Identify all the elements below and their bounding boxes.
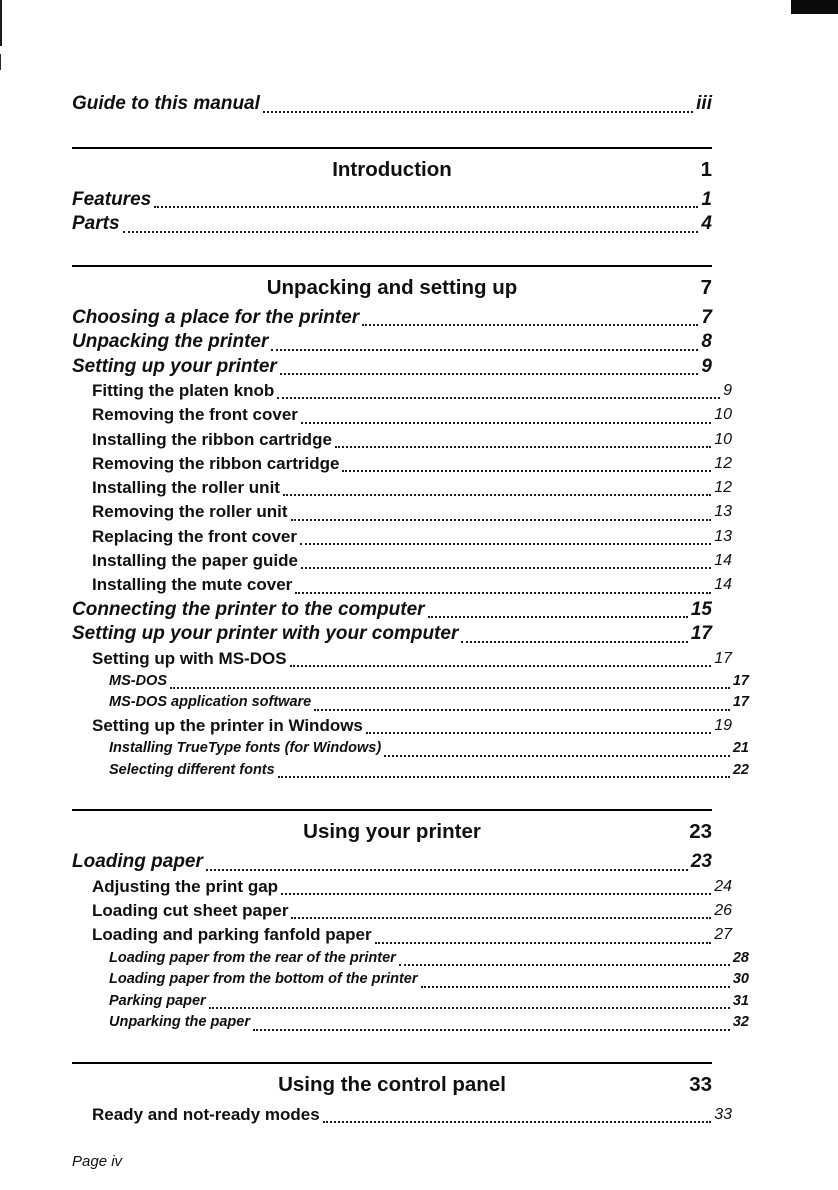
toc-entry: [72, 969, 749, 991]
dot-leader: [291, 917, 711, 919]
toc-entry-page-number: 12: [714, 479, 732, 497]
toc-entry-title: Selecting different fonts: [109, 761, 275, 778]
toc-entry-page-number: 24: [714, 877, 732, 895]
section-divider-rule: [72, 265, 712, 267]
toc-entry-page-number: 33: [714, 1105, 732, 1123]
toc-entry-page-number: 21: [732, 740, 749, 757]
dot-leader: [291, 519, 712, 521]
toc-entry-title: Installing the ribbon cartridge: [92, 429, 332, 449]
toc-entry-title: Setting up your printer with your computer: [72, 623, 459, 645]
dot-leader: [399, 964, 730, 966]
toc-entry: [72, 850, 712, 875]
page-footer: Page iv: [72, 1152, 123, 1170]
toc-entry-page-number: 30: [732, 971, 749, 988]
dot-leader: [154, 206, 698, 208]
toc-entry-page-number: 10: [714, 406, 732, 424]
toc-entry: [72, 525, 732, 549]
toc-entry-page-number: 13: [714, 503, 732, 521]
toc-entry: [72, 948, 749, 970]
dot-leader: [295, 592, 711, 594]
dot-leader: [301, 422, 711, 424]
toc-entry-title: Loading paper from the rear of the printer: [109, 949, 396, 966]
dot-leader: [323, 1121, 712, 1123]
dot-leader: [301, 567, 711, 569]
dot-leader: [335, 446, 711, 448]
toc-entry-title: Removing the front cover: [92, 405, 298, 425]
section-title: Introduction: [332, 157, 452, 181]
toc-entry: [72, 714, 732, 738]
toc-entry: [72, 476, 732, 500]
toc-entry-title: Installing the roller unit: [92, 478, 280, 498]
dot-leader: [253, 1029, 730, 1031]
toc-entry-page-number: 32: [732, 1014, 749, 1031]
toc-entry: [72, 738, 749, 760]
toc-entry-page-number: 27: [714, 926, 732, 944]
toc-entry-title: Loading paper from the bottom of the printer: [109, 971, 418, 988]
toc-entry-title: Installing the paper guide: [92, 551, 298, 571]
section-divider-rule: [72, 809, 712, 811]
toc-entry: [72, 500, 732, 524]
toc-entry-title: Removing the roller unit: [92, 502, 288, 522]
section-divider-rule: [72, 147, 712, 149]
dot-leader: [342, 470, 711, 472]
toc-entry-title: Loading and parking fanfold paper: [92, 925, 372, 945]
dot-leader: [263, 111, 693, 113]
dot-leader: [277, 397, 720, 399]
toc-entry-title: Unparking the paper: [109, 1014, 250, 1031]
toc-entry-page-number: 14: [714, 576, 732, 594]
toc-section: [72, 1062, 732, 1127]
section-title: Unpacking and setting up: [266, 275, 518, 299]
toc-entry: [72, 452, 732, 476]
toc-entry-page-number: iii: [696, 93, 712, 114]
dot-leader: [314, 709, 730, 711]
toc-entry-title: Setting up the printer in Windows: [92, 715, 363, 735]
section-page-number: 7: [700, 275, 712, 299]
toc-entry-page-number: 15: [690, 598, 712, 620]
dot-leader: [300, 543, 711, 545]
dot-leader: [280, 373, 699, 375]
toc-entry-title: Connecting the printer to the computer: [72, 598, 425, 620]
toc-entry-page-number: 7: [701, 306, 712, 328]
dot-leader: [170, 687, 730, 689]
toc-entry: [72, 923, 732, 947]
toc-entry-title: Replacing the front cover: [92, 526, 297, 546]
toc-entry: [72, 875, 732, 899]
toc-entry-title: MS-DOS: [109, 672, 167, 689]
toc-entry: [72, 188, 712, 213]
toc-entry: [72, 760, 749, 782]
dot-leader: [384, 755, 730, 757]
toc-entry-page-number: 17: [714, 649, 732, 667]
toc-entry-page-number: 26: [714, 902, 732, 920]
toc-entry-title: Fitting the platen knob: [92, 381, 275, 400]
toc-entry-page-number: 9: [723, 382, 732, 399]
toc-entry: [72, 598, 712, 623]
section-header: [72, 156, 712, 183]
toc-entry: [72, 355, 712, 380]
toc-entry-title: Installing TrueType fonts (for Windows): [109, 740, 382, 757]
dot-leader: [362, 324, 698, 326]
toc-entry-page-number: 28: [732, 949, 749, 966]
toc-section: [72, 265, 749, 782]
toc-entry: [72, 991, 749, 1013]
toc-sections: [72, 147, 749, 1127]
toc-entry: [72, 692, 749, 714]
toc-entry-page-number: 4: [701, 213, 712, 234]
toc-entry-title: Installing the mute cover: [92, 575, 293, 595]
toc-entry: [72, 306, 712, 331]
toc-entry-title: Loading cut sheet paper: [92, 901, 289, 921]
section-page-number: 1: [700, 157, 712, 181]
dot-leader: [281, 893, 711, 895]
dot-leader: [206, 869, 688, 871]
scan-artifact-top-right: [791, 0, 838, 14]
toc-entry: [72, 647, 732, 671]
dot-leader: [428, 616, 688, 618]
toc-entry-guide-to-this-manual: [72, 92, 712, 117]
toc-entry-title: Unpacking the printer: [72, 331, 269, 352]
section-page-number: 33: [689, 1072, 712, 1096]
section-header: [72, 818, 712, 845]
toc-entry-title: Parking paper: [109, 992, 206, 1009]
toc-entry: [72, 330, 712, 355]
toc-entry-page-number: 13: [714, 527, 732, 545]
toc-entry: [72, 212, 712, 237]
dot-leader: [209, 1007, 730, 1009]
toc-entry-title: MS-DOS application software: [109, 694, 312, 711]
toc-entry-page-number: 8: [701, 331, 712, 352]
toc-entry-page-number: 9: [701, 355, 712, 377]
toc-entry: [72, 671, 749, 693]
toc-entry-title: Ready and not-ready modes: [92, 1104, 320, 1124]
toc-entry: [72, 1103, 732, 1127]
toc-entry-title: Setting up your printer: [72, 355, 277, 377]
toc-entry-page-number: 17: [732, 672, 749, 689]
toc-entry: [72, 1012, 749, 1034]
toc-entry-title: Setting up with MS-DOS: [92, 648, 287, 668]
toc-entry-page-number: 22: [732, 761, 749, 778]
toc-entry-page-number: 17: [732, 694, 749, 711]
toc-section: [72, 147, 712, 237]
scan-artifact-left-edge-2: [0, 54, 1, 70]
toc-entry-title: Features: [72, 188, 152, 210]
section-divider-rule: [72, 1062, 712, 1064]
toc-entry-title: Adjusting the print gap: [92, 876, 279, 896]
section-page-number: 23: [689, 820, 712, 844]
dot-leader: [366, 732, 711, 734]
dot-leader: [278, 776, 730, 778]
toc-entry-title: Parts: [72, 213, 120, 234]
toc-entry-page-number: 12: [714, 454, 732, 472]
toc-entry-page-number: 14: [714, 552, 732, 570]
toc-entry-page-number: 17: [690, 623, 712, 645]
dot-leader: [290, 665, 712, 667]
toc-entry-page-number: 1: [701, 188, 712, 210]
dot-leader: [123, 231, 699, 233]
toc-entry: [72, 549, 732, 573]
toc-entry-title: Choosing a place for the printer: [72, 306, 360, 328]
toc-entry-page-number: 19: [714, 716, 732, 734]
dot-leader: [283, 494, 711, 496]
toc-section: [72, 809, 749, 1033]
section-title: Using the control panel: [278, 1072, 506, 1096]
toc-entry: [72, 573, 732, 597]
toc-entry: [72, 403, 732, 427]
toc-entry: [72, 428, 732, 452]
section-header: [72, 1071, 712, 1098]
toc-entry: [72, 899, 732, 923]
toc-entry-page-number: 23: [690, 851, 712, 873]
scan-artifact-left-edge: [0, 0, 2, 46]
section-title: Using your printer: [303, 820, 481, 844]
section-header: [72, 274, 712, 301]
toc-entry-page-number: 31: [732, 992, 749, 1009]
dot-leader: [421, 986, 730, 988]
toc-entry-page-number: 10: [714, 430, 732, 448]
toc-page: [72, 92, 749, 1170]
dot-leader: [461, 641, 688, 643]
toc-entry: [72, 622, 712, 647]
toc-entry-title: Guide to this manual: [72, 93, 260, 114]
dot-leader: [271, 349, 698, 351]
toc-entry: [72, 379, 732, 403]
toc-entry-title: Removing the ribbon cartridge: [92, 453, 340, 473]
toc-entry-title: Loading paper: [72, 851, 203, 873]
dot-leader: [375, 942, 712, 944]
